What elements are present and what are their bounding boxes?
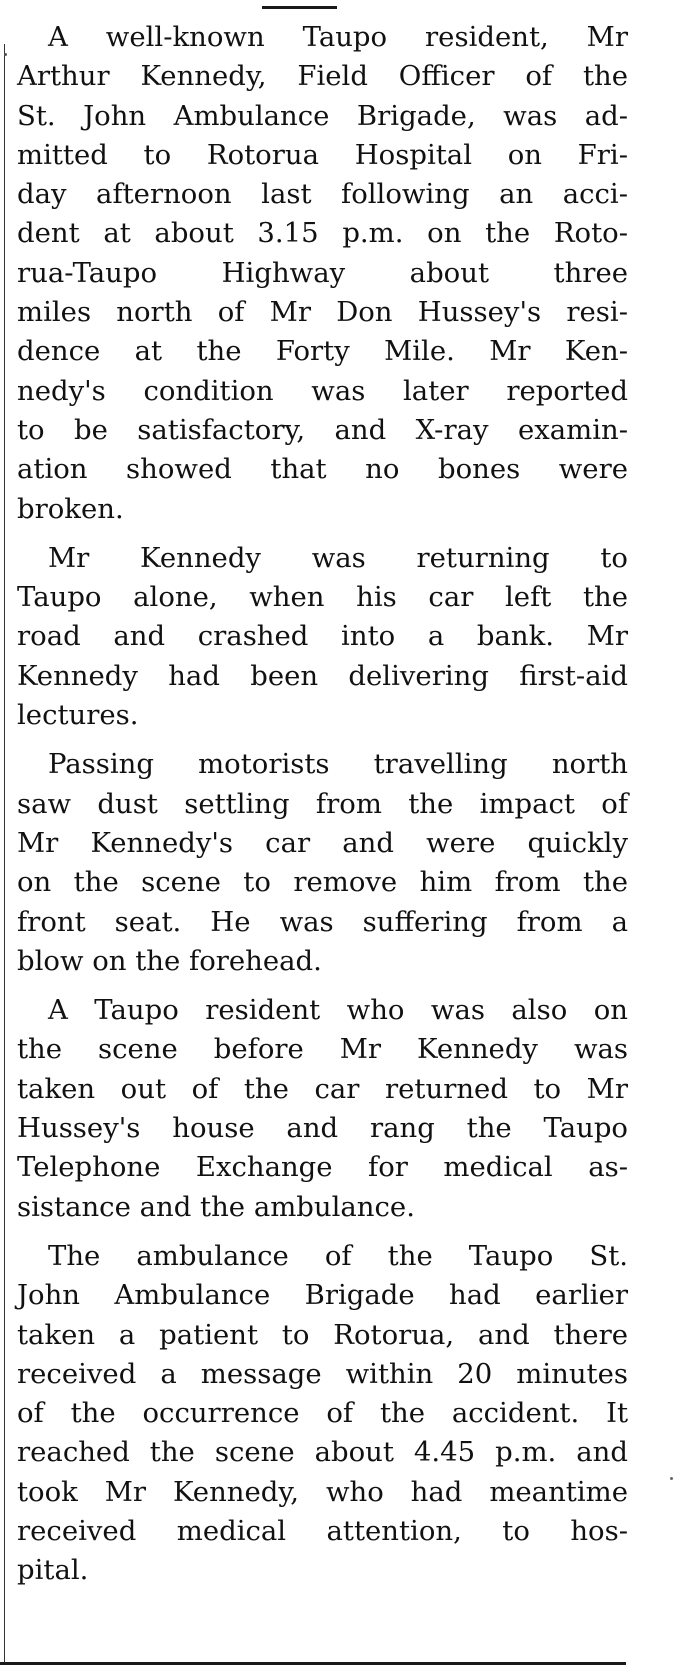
article-line: lectures. <box>17 699 139 732</box>
article-line: Hussey's house and rang the Taupo <box>17 1112 628 1145</box>
article-line: road and crashed into a bank. Mr <box>17 620 628 653</box>
article-line: pital. <box>17 1554 89 1587</box>
article-line: to be satisfactory, and X-ray examin- <box>17 413 628 446</box>
article-body <box>17 18 628 1591</box>
article-line: saw dust settling from the impact of <box>17 787 628 820</box>
left-column-rule <box>4 44 5 1662</box>
article-line: A Taupo resident who was also on <box>48 994 628 1027</box>
article-line: sistance and the ambulance. <box>17 1190 415 1223</box>
article-line: John Ambulance Brigade had earlier <box>17 1279 628 1312</box>
article-line: broken. <box>17 492 124 525</box>
article-line: front seat. He was suffering from a <box>17 905 628 938</box>
article-paragraph <box>17 539 628 735</box>
top-divider-rule <box>262 6 337 9</box>
article-line: St. John Ambulance Brigade, was ad- <box>17 99 628 132</box>
article-line: Mr Kennedy was returning to <box>48 541 628 574</box>
article-line: miles north of Mr Don Hussey's resi- <box>17 296 628 329</box>
article-line: Kennedy had been delivering first-aid <box>17 659 628 692</box>
article-line: reached the scene about 4.45 p.m. and <box>17 1436 628 1469</box>
ink-speck <box>4 53 7 56</box>
article-line: received a message within 20 minutes <box>17 1357 628 1390</box>
article-line: rua-Taupo Highway about three <box>17 256 628 289</box>
article-line: of the occurrence of the accident. It <box>17 1397 628 1430</box>
article-paragraph <box>17 745 628 981</box>
article-line: nedy's condition was later reported <box>17 374 628 407</box>
article-line: mitted to Rotorua Hospital on Fri- <box>17 138 628 171</box>
article-line: taken a patient to Rotorua, and there <box>17 1318 628 1351</box>
bottom-divider-rule <box>0 1662 626 1665</box>
article-line: dence at the Forty Mile. Mr Ken- <box>17 335 628 368</box>
article-line: A well-known Taupo resident, Mr <box>48 21 628 53</box>
article-line: Telephone Exchange for medical as- <box>17 1151 628 1184</box>
article-line: taken out of the car returned to Mr <box>17 1072 628 1105</box>
ink-speck <box>670 1477 673 1480</box>
article-paragraph <box>17 991 628 1227</box>
article-line: day afternoon last following an acci- <box>17 178 628 211</box>
article-paragraph <box>17 18 628 529</box>
article-paragraph <box>17 1237 628 1591</box>
article-line: Mr Kennedy's car and were quickly <box>17 826 628 859</box>
article-line: The ambulance of the Taupo St. <box>48 1239 628 1272</box>
article-line: ation showed that no bones were <box>17 453 628 486</box>
article-line: received medical attention, to hos- <box>17 1514 628 1547</box>
article-line: dent at about 3.15 p.m. on the Roto- <box>17 217 628 250</box>
article-line: Taupo alone, when his car left the <box>17 581 628 614</box>
article-line: Arthur Kennedy, Field Officer of the <box>17 60 628 93</box>
article-line: took Mr Kennedy, who had meantime <box>17 1475 628 1508</box>
article-line: on the scene to remove him from the <box>17 866 628 899</box>
article-line: Passing motorists travelling north <box>48 748 628 781</box>
article-line: the scene before Mr Kennedy was <box>17 1033 628 1066</box>
article-line: blow on the forehead. <box>17 944 322 977</box>
